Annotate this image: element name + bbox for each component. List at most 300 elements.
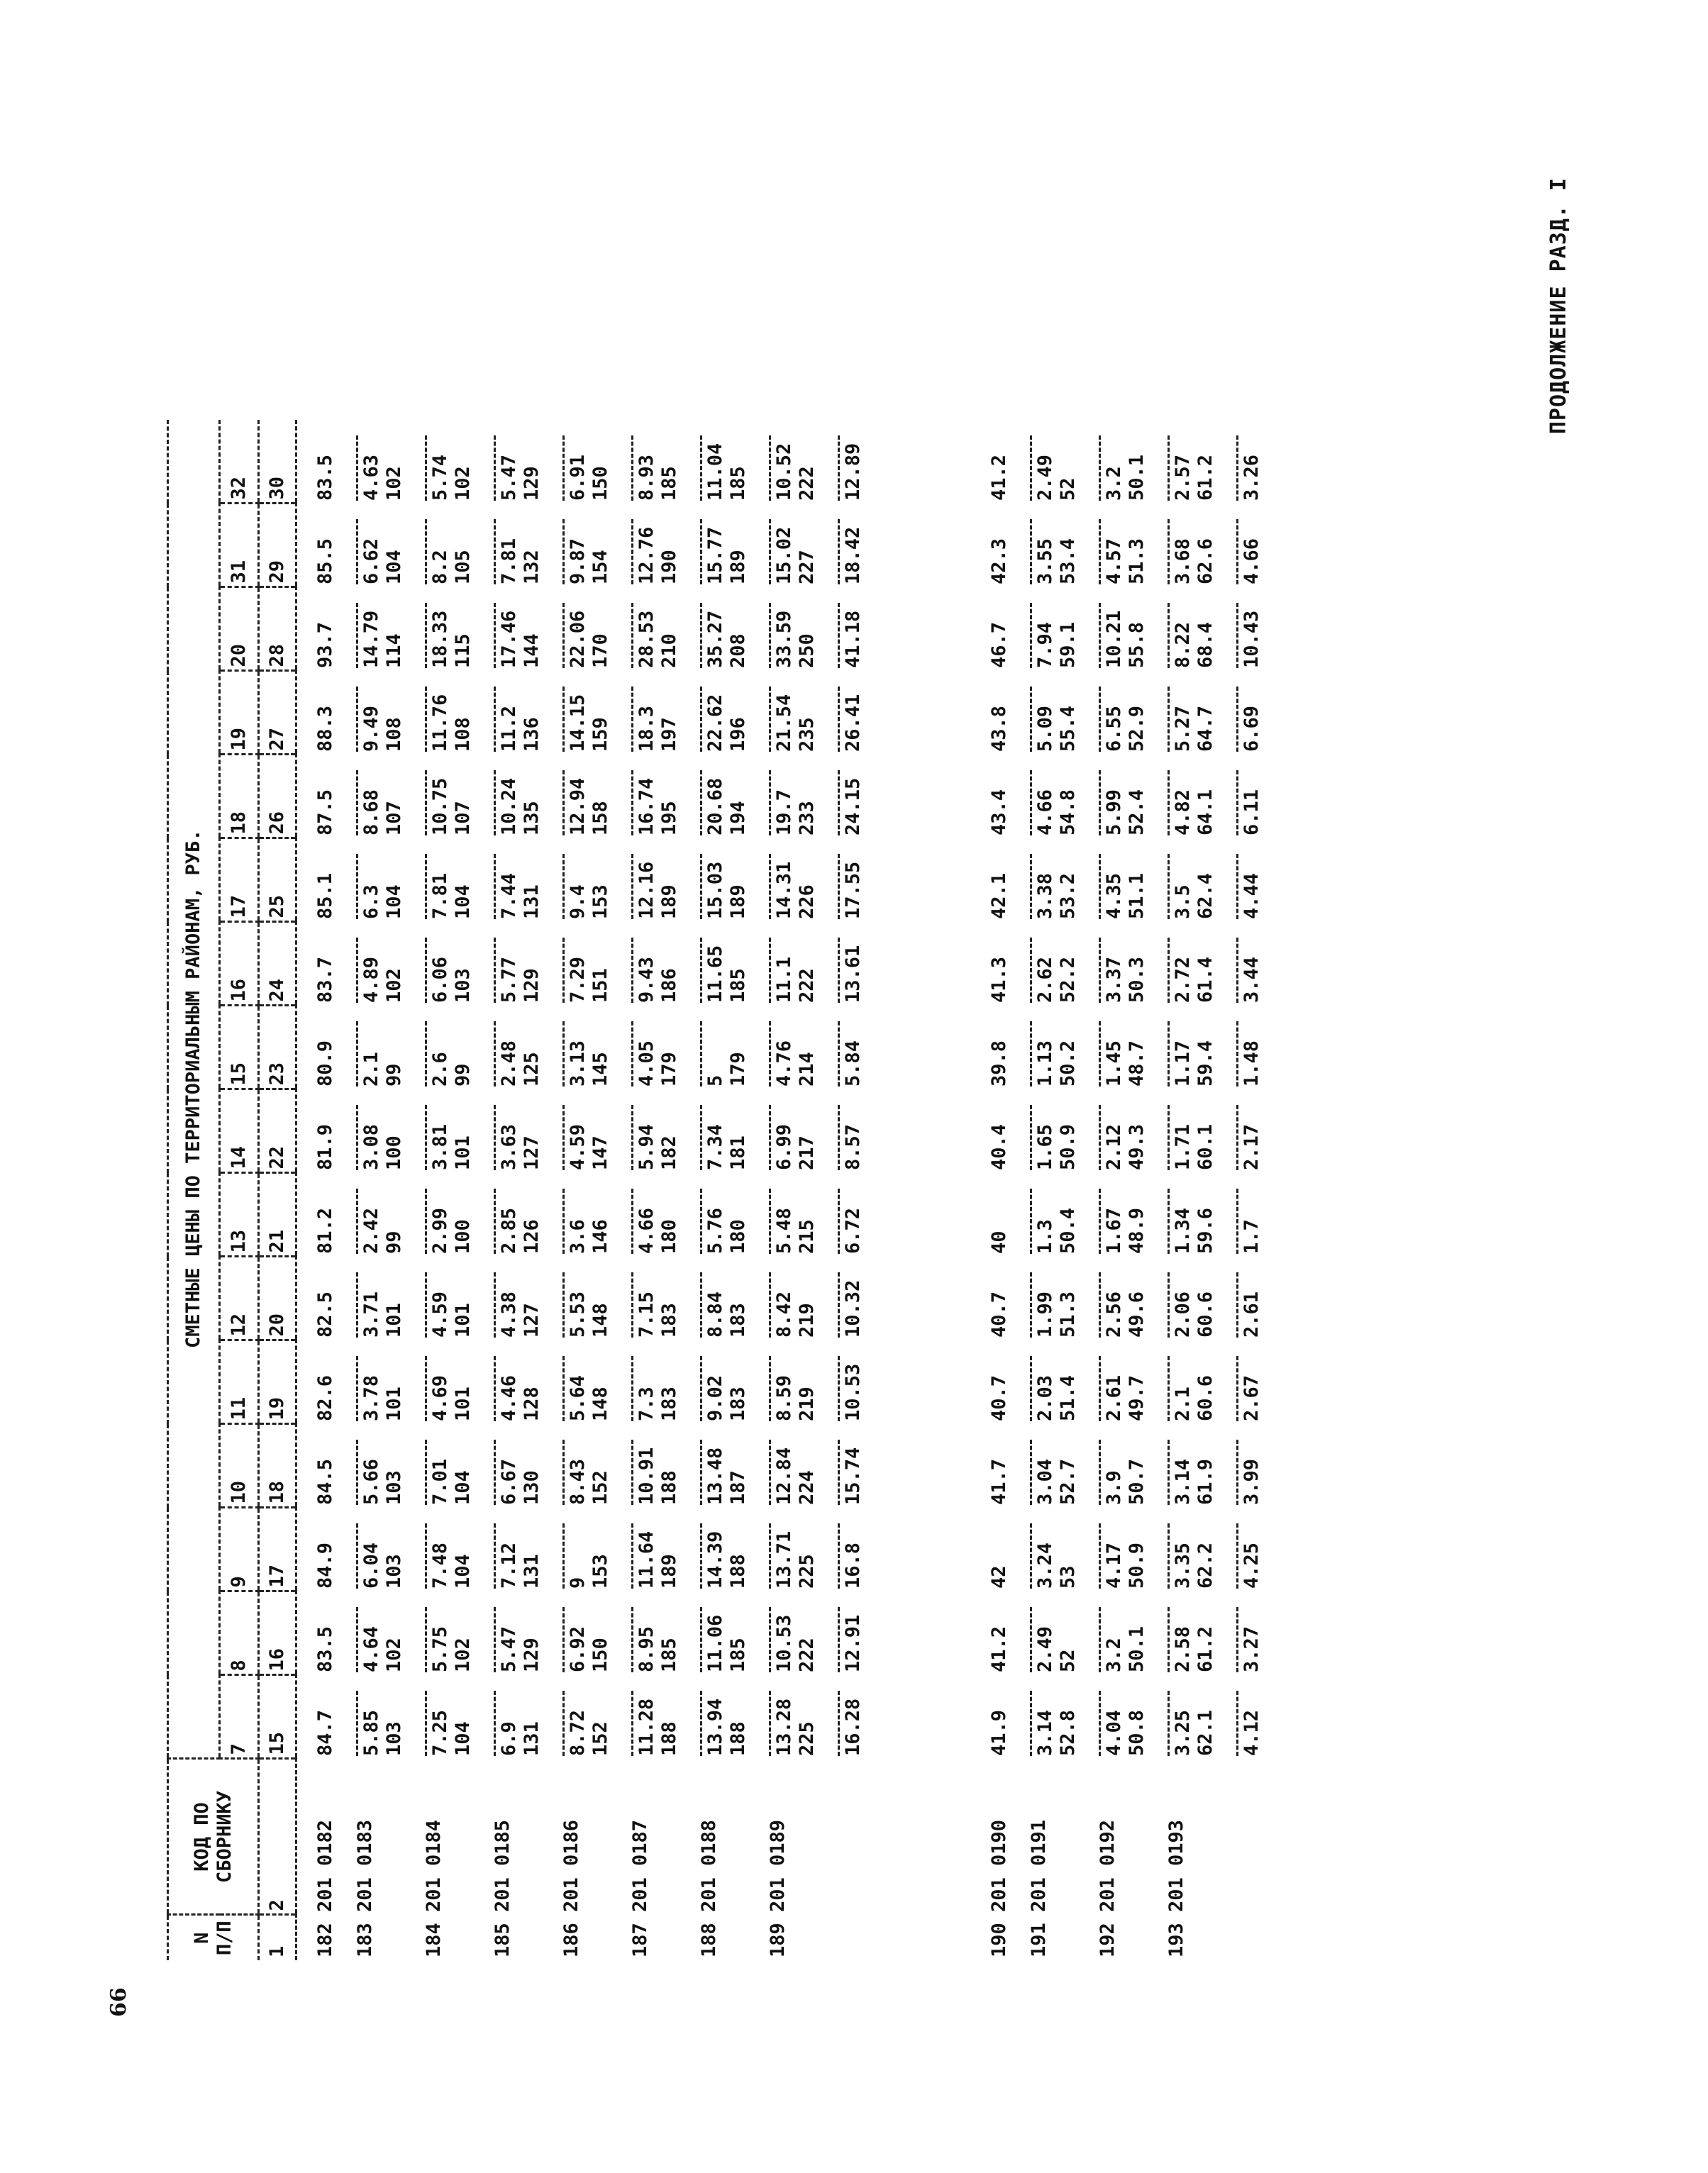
cell-separator [838,687,840,752]
cell-separator [1168,1105,1170,1170]
price-cell [750,1508,819,1591]
cell-separator [1030,687,1032,752]
price-cell [819,1006,865,1089]
column-number-cell: 16 [259,1591,296,1675]
price-cell [681,1340,750,1424]
cell-separator [700,770,702,835]
cell-separator [1099,1523,1101,1589]
price-cell [406,922,475,1006]
cell-separator [562,770,565,835]
price-cell [1217,1257,1263,1340]
price-value: 5.53 148 [567,1291,611,1338]
price-cell [543,420,612,504]
price-cell [971,504,1011,587]
price-value: 14.31 226 [773,861,818,919]
price-value: 3.9 50.7 [1103,1458,1148,1505]
price-cell [819,420,865,504]
price-value: 42 [988,1565,1010,1589]
price-value: 3.08 100 [360,1123,405,1170]
cell-separator [494,938,496,1003]
price-cell [1011,1675,1080,1759]
cell-separator [425,1189,427,1254]
price-value: 4.04 50.8 [1103,1709,1148,1756]
price-value: 5.77 129 [498,956,543,1003]
price-cell [1011,671,1080,755]
price-cell [1217,922,1263,1006]
price-value: 13.61 [842,945,864,1003]
price-cell [1148,504,1217,587]
price-cell [475,922,543,1006]
price-value: 8.22 68.4 [1172,621,1216,668]
price-value: 5.76 180 [704,1207,749,1254]
price-value: 40.4 [988,1123,1010,1170]
table-row [681,420,750,1960]
price-value: 6.72 [842,1207,864,1254]
cell-separator [425,1691,427,1756]
price-value: 85.5 [314,538,336,584]
price-cell [681,922,750,1006]
price-cell [337,922,406,1006]
cell-separator [1099,519,1101,584]
price-cell [296,1508,338,1591]
price-value: 11.06 185 [704,1614,749,1672]
price-cell [1148,1006,1217,1089]
price-value: 3.13 145 [567,1040,611,1086]
cell-separator [769,1272,771,1338]
column-number-cell: 15 [259,1675,296,1759]
cell-separator [631,1021,633,1086]
price-cell [296,755,338,838]
price-value: 6.9 131 [498,1721,543,1756]
price-value: 5.74 102 [429,454,474,501]
price-cell [681,1089,750,1173]
price-value: 5.64 148 [567,1374,611,1421]
price-cell [296,838,338,922]
price-cell [750,1257,819,1340]
cell-separator [700,687,702,752]
cell-separator [1168,687,1170,752]
price-value: 8.59 219 [773,1374,818,1421]
price-cell [971,1006,1011,1089]
cell-separator [1099,938,1101,1003]
cell-separator [1099,687,1101,752]
cell-separator [1168,1440,1170,1505]
price-value: 2.62 52.2 [1034,956,1079,1003]
price-value: 13.71 225 [773,1530,818,1589]
price-cell [475,1257,543,1340]
price-value: 41.3 [988,956,1010,1003]
price-value: 7.3 183 [636,1386,680,1421]
cell-separator [1099,1105,1101,1170]
price-value: 3.26 [1241,454,1263,501]
price-value: 93.7 [314,621,336,668]
cell-separator [1099,603,1101,668]
price-value: 42.1 [988,872,1010,919]
price-value: 8.72 152 [567,1709,611,1756]
price-value: 3.81 101 [429,1123,474,1170]
price-value: 18.42 [842,526,864,584]
price-value: 11.1 222 [773,956,818,1003]
price-value: 1.71 60.1 [1172,1123,1216,1170]
cell-separator [769,519,771,584]
cell-separator [1168,1272,1170,1338]
price-cell [750,504,819,587]
price-value: 7.48 104 [429,1542,474,1589]
price-cell [1217,1006,1263,1089]
price-value: 5.48 215 [773,1207,818,1254]
price-value: 40 [988,1230,1010,1254]
cell-separator [1168,519,1170,584]
price-value: 7.94 59.1 [1034,621,1079,668]
price-value: 11.64 189 [636,1530,680,1589]
cell-separator [1030,1691,1032,1756]
cell-separator [1236,603,1238,668]
cell-separator [356,687,358,752]
price-value: 15.02 227 [773,526,818,584]
price-cell [971,1591,1011,1675]
column-number-cell: 2 [259,1759,296,1915]
price-cell [1080,1340,1148,1424]
price-value: 3.2 50.1 [1103,1625,1148,1672]
cell-separator [494,1691,496,1756]
price-cell [296,420,338,504]
cell-separator [425,1021,427,1086]
price-cell [1148,1508,1217,1591]
price-value: 5.47 129 [498,1625,543,1672]
cell-separator [356,1021,358,1086]
cell-separator [562,603,565,668]
price-cell [681,1006,750,1089]
price-value: 14.79 114 [360,610,405,668]
cell-separator [1168,435,1170,501]
price-cell [543,671,612,755]
cell-separator [631,1440,633,1505]
price-value: 7.29 151 [567,956,611,1003]
cell-separator [494,435,496,501]
section-header: ПРОДОЛЖЕНИЕ РАЗД. I [1546,177,1571,435]
price-cell [819,504,865,587]
price-value: 9.43 186 [636,956,680,1003]
price-cell [750,838,819,922]
price-cell [750,1340,819,1424]
region-code-cell: 18 [220,755,259,838]
price-value: 3.5 62.4 [1172,872,1216,919]
cell-separator [838,938,840,1003]
price-value: 5.47 129 [498,454,543,501]
price-value: 14.39 188 [704,1530,749,1589]
region-code-cell: 16 [220,922,259,1006]
price-value: 1.17 59.4 [1172,1040,1216,1086]
price-cell [475,420,543,504]
cell-separator [769,1523,771,1589]
cell-separator [1099,1607,1101,1672]
row-number: 186 [560,1923,582,1957]
column-number-cell: 30 [259,420,296,504]
price-value: 84.5 [314,1458,336,1505]
cell-separator [494,1607,496,1672]
price-cell [543,1089,612,1173]
price-value: 7.12 131 [498,1542,543,1589]
price-value: 8.84 183 [704,1291,749,1338]
price-value: 80.9 [314,1040,336,1086]
table-body [168,420,1264,1960]
column-number-cell: 23 [259,1006,296,1089]
price-value: 10.53 222 [773,1614,818,1672]
cell-separator [494,603,496,668]
price-cell [475,755,543,838]
price-value: 8.95 185 [636,1625,680,1672]
cell-separator [356,1189,358,1254]
price-cell [406,1089,475,1173]
cell-separator [356,854,358,919]
cell-separator [769,1105,771,1170]
cell-separator [425,1105,427,1170]
cell-separator [1168,938,1170,1003]
cell-separator [425,1607,427,1672]
price-value: 10.32 [842,1279,864,1338]
cell-separator [1168,1189,1170,1254]
price-value: 4.25 [1241,1542,1263,1589]
cell-separator [1236,1440,1238,1505]
price-value: 41.18 [842,610,864,668]
row-number: 182 [314,1923,336,1957]
table-row [612,420,681,1960]
price-value: 40.7 [988,1291,1010,1338]
price-value: 9.49 108 [360,705,405,752]
group-gap [865,420,971,1960]
price-value: 11.65 185 [704,945,749,1003]
price-cell [543,587,612,671]
table-row [819,420,865,1960]
cell-separator [769,1189,771,1254]
cell-separator [700,1021,702,1086]
price-value: 82.5 [314,1291,336,1338]
region-code-cell: 19 [220,671,259,755]
table-title-row [168,420,220,1960]
cell-separator [838,1272,840,1338]
price-cell [296,1675,338,1759]
price-cell [1011,922,1080,1006]
price-value: 6.11 [1241,789,1263,835]
price-cell [1217,1089,1263,1173]
cell-separator [700,1523,702,1589]
cell-separator [562,1440,565,1505]
price-cell [612,587,681,671]
cell-separator [356,1691,358,1756]
cell-separator [1236,770,1238,835]
cell-separator [1236,1523,1238,1589]
price-cell [612,1089,681,1173]
price-cell [971,1257,1011,1340]
cell-separator [631,1189,633,1254]
price-cell [681,1173,750,1257]
price-cell [971,1675,1011,1759]
cell-separator [425,435,427,501]
table-row [1148,420,1217,1960]
price-value: 8.43 152 [567,1458,611,1505]
price-cell [1011,1089,1080,1173]
table-row [750,420,819,1960]
column-number-cell: 21 [259,1173,296,1257]
price-cell [750,671,819,755]
price-value: 3.44 [1241,956,1263,1003]
cell-separator [425,687,427,752]
price-value: 7.25 104 [429,1709,474,1756]
price-value: 9 153 [567,1554,611,1589]
price-cell [819,587,865,671]
price-cell [1011,504,1080,587]
price-cell [543,922,612,1006]
price-value: 13.48 187 [704,1447,749,1505]
cell-separator [1236,1607,1238,1672]
cell-separator [425,1440,427,1505]
price-value: 4.12 [1241,1709,1263,1756]
price-value: 3.25 62.1 [1172,1709,1216,1756]
price-value: 18.33 115 [429,610,474,668]
cell-separator [1099,1189,1101,1254]
cell-separator [562,1272,565,1338]
column-number-cell: 19 [259,1340,296,1424]
price-cell [1080,1006,1148,1089]
price-value: 2.6 99 [429,1052,474,1086]
price-cell [819,1424,865,1508]
price-cell [1011,1424,1080,1508]
price-cell [475,671,543,755]
price-cell [1217,1508,1263,1591]
price-value: 2.42 99 [360,1207,405,1254]
price-value: 28.53 210 [636,610,680,668]
column-number-row [259,420,296,1960]
price-cell [337,1591,406,1675]
region-code-row [220,420,259,1960]
price-value: 2.72 61.4 [1172,956,1216,1003]
price-value: 11.04 185 [704,443,749,501]
price-value: 2.06 60.6 [1172,1291,1216,1338]
cell-separator [700,1440,702,1505]
row-code: 201 0192 [1097,1819,1119,1912]
price-value: 8.93 185 [636,454,680,501]
cell-separator [1236,519,1238,584]
price-value: 11.2 136 [498,705,543,752]
price-value: 4.17 50.9 [1103,1542,1148,1589]
price-value: 42.3 [988,538,1010,584]
cell-separator [1099,770,1101,835]
price-cell [337,420,406,504]
price-cell [819,1257,865,1340]
header-code [168,1759,259,1915]
cell-separator [562,854,565,919]
price-cell [1217,1675,1263,1759]
page-number: 66 [106,1987,131,2017]
price-value: 12.94 158 [567,777,611,835]
cell-separator [700,938,702,1003]
price-value: 8.42 219 [773,1291,818,1338]
price-value: 10.91 188 [636,1447,680,1505]
price-cell [1217,1424,1263,1508]
column-number-cell: 1 [259,1915,296,1960]
cell-separator [425,770,427,835]
price-value: 4.59 147 [567,1123,611,1170]
price-value: 2.85 126 [498,1207,543,1254]
price-cell [475,504,543,587]
price-cell [475,1424,543,1508]
cell-separator [494,1189,496,1254]
price-value: 16.8 [842,1542,864,1589]
price-cell [406,755,475,838]
price-cell [296,922,338,1006]
cell-separator [494,1356,496,1421]
row-code: 201 0188 [698,1819,720,1912]
price-cell [971,755,1011,838]
cell-separator [494,1105,496,1170]
price-value: 10.43 [1241,610,1263,668]
price-cell [750,1424,819,1508]
price-cell [296,1173,338,1257]
price-cell [1080,1591,1148,1675]
price-cell [971,671,1011,755]
cell-separator [838,1440,840,1505]
price-cell [1080,587,1148,671]
price-cell [612,1006,681,1089]
price-cell [1080,420,1148,504]
header-np-text: N П/П [190,1921,235,1956]
cell-separator [1099,435,1101,501]
price-cell [543,838,612,922]
price-value: 12.76 190 [636,526,680,584]
price-cell [1011,1257,1080,1340]
price-cell [475,1173,543,1257]
price-table [167,420,1263,1960]
price-cell [1011,1006,1080,1089]
price-value: 9.02 183 [704,1374,749,1421]
cell-separator [562,1105,565,1170]
cell-separator [769,938,771,1003]
price-cell [1148,1424,1217,1508]
price-cell [406,1257,475,1340]
price-cell [681,420,750,504]
price-value: 26.41 [842,694,864,752]
cell-separator [356,1440,358,1505]
cell-separator [1099,854,1101,919]
price-value: 6.67 130 [498,1458,543,1505]
cell-separator [425,603,427,668]
column-number-cell: 29 [259,504,296,587]
cell-separator [425,1356,427,1421]
row-code: 201 0185 [492,1819,514,1912]
cell-separator [1236,1356,1238,1421]
cell-separator [356,1272,358,1338]
price-value: 15.77 189 [704,526,749,584]
price-cell [612,420,681,504]
price-value: 1.34 59.6 [1172,1207,1216,1254]
cell-separator [769,1691,771,1756]
price-cell [612,755,681,838]
price-cell [337,1424,406,1508]
price-cell [337,838,406,922]
price-cell [543,1173,612,1257]
region-code-cell: 14 [220,1089,259,1173]
price-value: 2.1 60.6 [1172,1374,1216,1421]
price-cell [475,838,543,922]
price-cell [406,1340,475,1424]
price-value: 14.15 159 [567,694,611,752]
price-cell [612,1675,681,1759]
cell-separator [1168,1356,1170,1421]
cell-separator [769,603,771,668]
cell-separator [1030,1607,1032,1672]
price-value: 2.03 51.4 [1034,1374,1079,1421]
cell-separator [1236,1021,1238,1086]
